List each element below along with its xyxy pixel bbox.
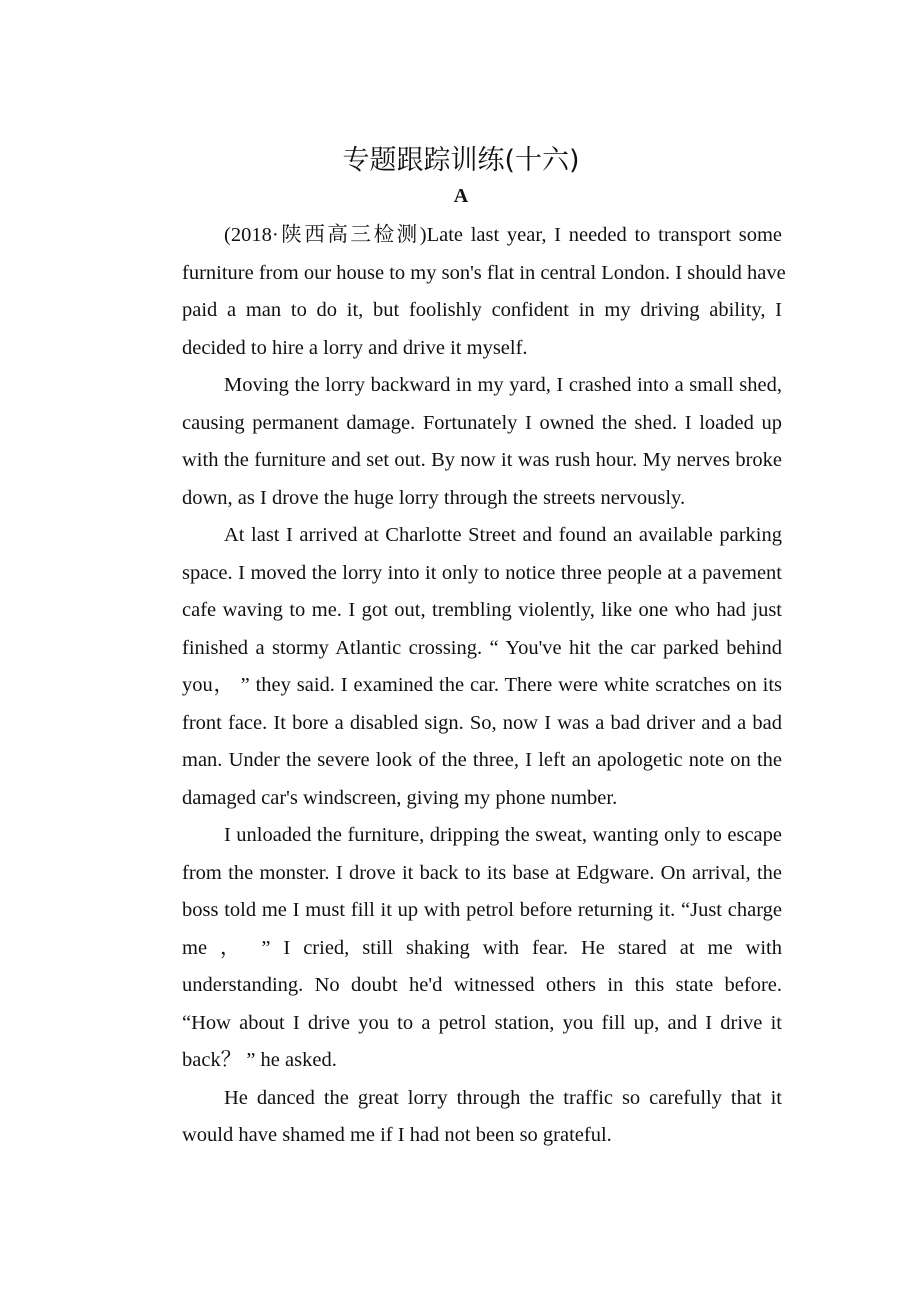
text-line: furniture from our house to my son's flat in central London. I should have (182, 261, 786, 284)
paragraph-1 (140, 217, 786, 367)
text-line: back？ ” he asked. (182, 1049, 337, 1071)
text-line: with the furniture and set out. By now it was rush hour. My nerves broke (182, 449, 782, 471)
text-line: Moving the lorry backward in my yard, I crashed into a small shed, (224, 374, 782, 396)
text-line: down, as I drove the huge lorry through the streets nervously. (182, 486, 686, 509)
text-line: front face. It bore a disabled sign. So, now I was a bad driver and a bad (182, 711, 782, 734)
text-line: understanding. No doubt he'd witnessed others in this state before. (182, 974, 782, 996)
paragraph-3 (140, 517, 782, 817)
text-line: man. Under the severe look of the three, I left an apologetic note on the (182, 749, 782, 771)
text-line: I unloaded the furniture, dripping the sweat, wanting only to escape (224, 824, 782, 846)
text-line: paid a man to do it, but foolishly confident in my driving ability, I (182, 299, 782, 321)
page-title: 专题跟踪训练(十六) (342, 145, 580, 176)
text-line: from the monster. I drove it back to its base at Edgware. On arrival, the (182, 861, 782, 884)
text-line: finished a stormy Atlantic crossing. “ You've hit the car parked behind (182, 636, 782, 659)
paragraph-4 (140, 817, 782, 1080)
text-line: At last I arrived at Charlotte Street and found an available parking (224, 524, 782, 546)
text-line: would have shamed me if I had not been so grateful. (182, 1124, 612, 1146)
text-line: cafe waving to me. I got out, trembling violently, like one who had just (182, 599, 782, 621)
article-body (140, 217, 786, 1155)
text-line: space. I moved the lorry into it only to notice three people at a pavement (182, 561, 782, 584)
text-line: boss told me I must fill it up with petrol before returning it. “Just charge (182, 899, 782, 921)
text-line: decided to hire a lorry and drive it myself. (182, 336, 528, 359)
paragraph-5 (140, 1080, 782, 1155)
paragraph-2 (140, 367, 782, 517)
text-line: He danced the great lorry through the traffic so carefully that it (224, 1086, 782, 1109)
section-heading: A (453, 185, 469, 207)
text-line: (2018·陕西高三检测)Late last year, I needed to transport some (224, 224, 782, 246)
text-line: causing permanent damage. Fortunately I owned the shed. I loaded up (182, 411, 782, 434)
text-line: “How about I drive you to a petrol station, you fill up, and I drive it (182, 1011, 782, 1034)
text-line: damaged car's windscreen, giving my phone number. (182, 786, 618, 809)
text-line: me ， ” I cried, still shaking with fear. He stared at me with (182, 936, 782, 959)
text-line: you， ” they said. I examined the car. There were white scratches on its (182, 674, 782, 696)
